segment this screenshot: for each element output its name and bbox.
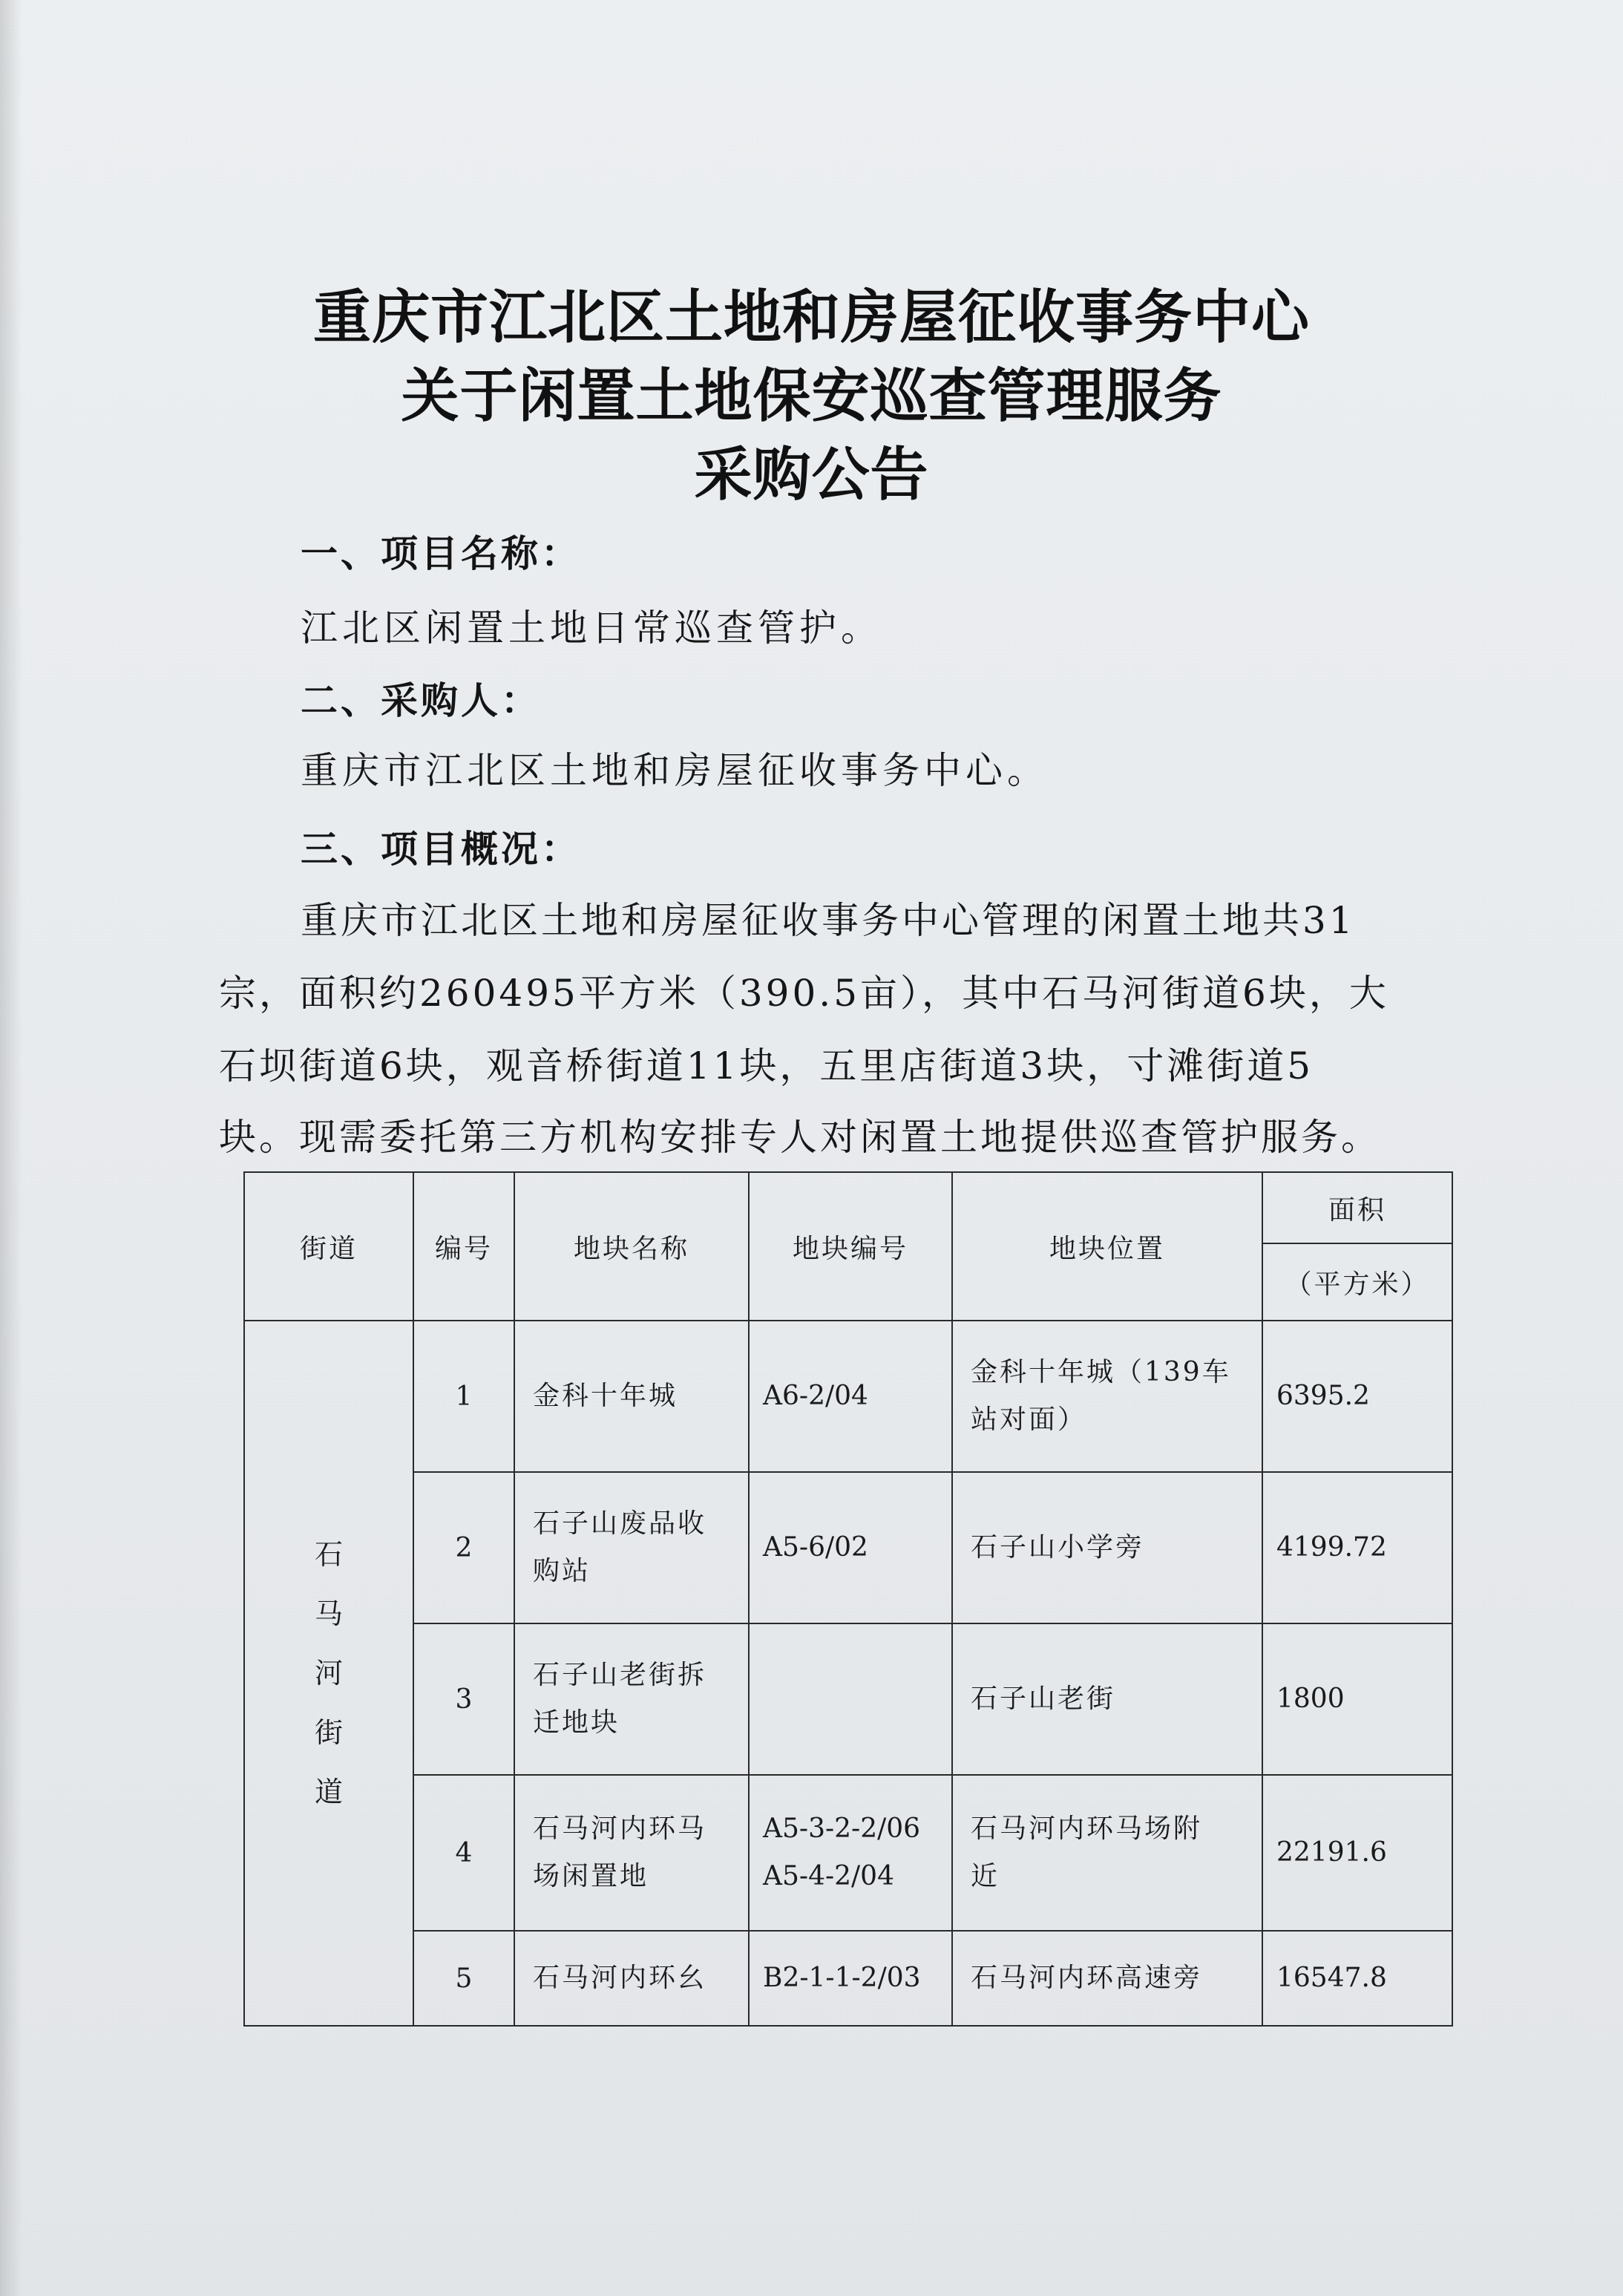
row-number: 5	[413, 1931, 514, 2026]
header-parcel-location: 地块位置	[952, 1172, 1262, 1321]
header-number: 编号	[413, 1172, 514, 1321]
section-3-heading: 三、项目概况：	[301, 828, 581, 871]
parcel-name-line: 金科十年城	[533, 1381, 678, 1411]
street-char: 河	[314, 1657, 343, 1690]
street-char: 街	[314, 1716, 343, 1749]
parcel-area: 6395.2	[1262, 1321, 1452, 1472]
header-parcel-name: 地块名称	[514, 1172, 749, 1321]
title-line-3: 采购公告	[694, 442, 929, 508]
parcel-code	[749, 1472, 952, 1623]
parcel-name-line: 石子山废品收	[533, 1508, 707, 1539]
parcel-area: 1800	[1262, 1623, 1452, 1775]
parcel-location	[952, 1623, 1262, 1775]
table-row	[244, 1321, 1452, 1472]
parcel-location-line: 石子山老街	[971, 1684, 1116, 1714]
parcel-location-line: 站对面）	[971, 1404, 1087, 1435]
parcel-name-line: 石马河内环幺	[533, 1963, 707, 1993]
parcel-code	[749, 1775, 952, 1931]
parcel-location	[952, 1472, 1262, 1623]
row-number: 3	[413, 1623, 514, 1775]
street-char: 石	[314, 1538, 343, 1571]
parcel-name-line: 场闲置地	[533, 1861, 649, 1891]
street-cell	[244, 1321, 413, 2026]
parcel-name	[514, 1623, 749, 1775]
parcel-code-line: A5-4-2/04	[763, 1861, 894, 1891]
parcel-code	[749, 1623, 952, 1775]
table-header-row	[244, 1172, 1452, 1243]
parcel-location-line: 金科十年城（139车	[971, 1357, 1231, 1387]
parcel-code-line: A5-6/02	[763, 1532, 868, 1563]
parcel-name-line: 购站	[533, 1556, 591, 1586]
parcel-location	[952, 1321, 1262, 1472]
parcel-code	[749, 1931, 952, 2026]
overview-line-2: 宗，面积约260495平方米（390.5亩），其中石马河街道6块，大	[219, 972, 1389, 1015]
overview-line-3: 石坝街道6块，观音桥街道11块，五里店街道3块，寸滩街道5	[219, 1044, 1314, 1088]
street-char: 马	[314, 1597, 343, 1630]
section-2-text: 重庆市江北区土地和房屋征收事务中心。	[301, 749, 1049, 792]
header-area-unit: （平方米）	[1262, 1243, 1452, 1321]
title-line-2: 关于闲置土地保安巡查管理服务	[401, 363, 1222, 430]
parcel-location	[952, 1931, 1262, 2026]
parcel-name-line: 迁地块	[533, 1707, 620, 1738]
parcel-code	[749, 1321, 952, 1472]
table-row	[244, 1931, 1452, 2026]
parcel-area: 22191.6	[1262, 1775, 1452, 1931]
parcel-location-line: 石子山小学旁	[971, 1532, 1145, 1563]
section-2-heading: 二、采购人：	[301, 679, 541, 722]
row-number: 2	[413, 1472, 514, 1623]
parcel-location-line: 石马河内环高速旁	[971, 1963, 1203, 1993]
table-row	[244, 1623, 1452, 1775]
table-row	[244, 1472, 1452, 1623]
overview-line-1: 重庆市江北区土地和房屋征收事务中心管理的闲置土地共31	[301, 899, 1356, 942]
section-1-text: 江北区闲置土地日常巡查管护。	[301, 606, 882, 650]
parcel-code-line: A5-3-2-2/06	[763, 1813, 921, 1844]
row-number: 4	[413, 1775, 514, 1931]
parcel-code-line: B2-1-1-2/03	[763, 1963, 921, 1993]
parcel-location	[952, 1775, 1262, 1931]
parcel-name	[514, 1321, 749, 1472]
parcel-name	[514, 1472, 749, 1623]
header-street: 街道	[244, 1172, 413, 1321]
row-number: 1	[413, 1321, 514, 1472]
header-area: 面积	[1262, 1172, 1452, 1243]
document-title	[0, 278, 1623, 514]
header-parcel-code: 地块编号	[749, 1172, 952, 1321]
section-1-heading: 一、项目名称：	[301, 532, 581, 575]
parcel-area: 4199.72	[1262, 1472, 1452, 1623]
parcel-area: 16547.8	[1262, 1931, 1452, 2026]
parcel-code-line: A6-2/04	[763, 1381, 868, 1411]
parcel-location-line: 石马河内环马场附	[971, 1813, 1203, 1844]
parcel-name-line: 石子山老街拆	[533, 1660, 707, 1690]
street-char: 道	[314, 1776, 343, 1808]
title-line-1: 重庆市江北区土地和房屋征收事务中心	[312, 284, 1310, 351]
parcel-name	[514, 1931, 749, 2026]
parcel-name	[514, 1775, 749, 1931]
table-row	[244, 1775, 1452, 1931]
land-parcel-table	[243, 1171, 1453, 2027]
parcel-name-line: 石马河内环马	[533, 1813, 707, 1844]
parcel-location-line: 近	[971, 1861, 1000, 1891]
overview-line-4: 块。现需委托第三方机构安排专人对闲置土地提供巡查管护服务。	[219, 1116, 1381, 1159]
